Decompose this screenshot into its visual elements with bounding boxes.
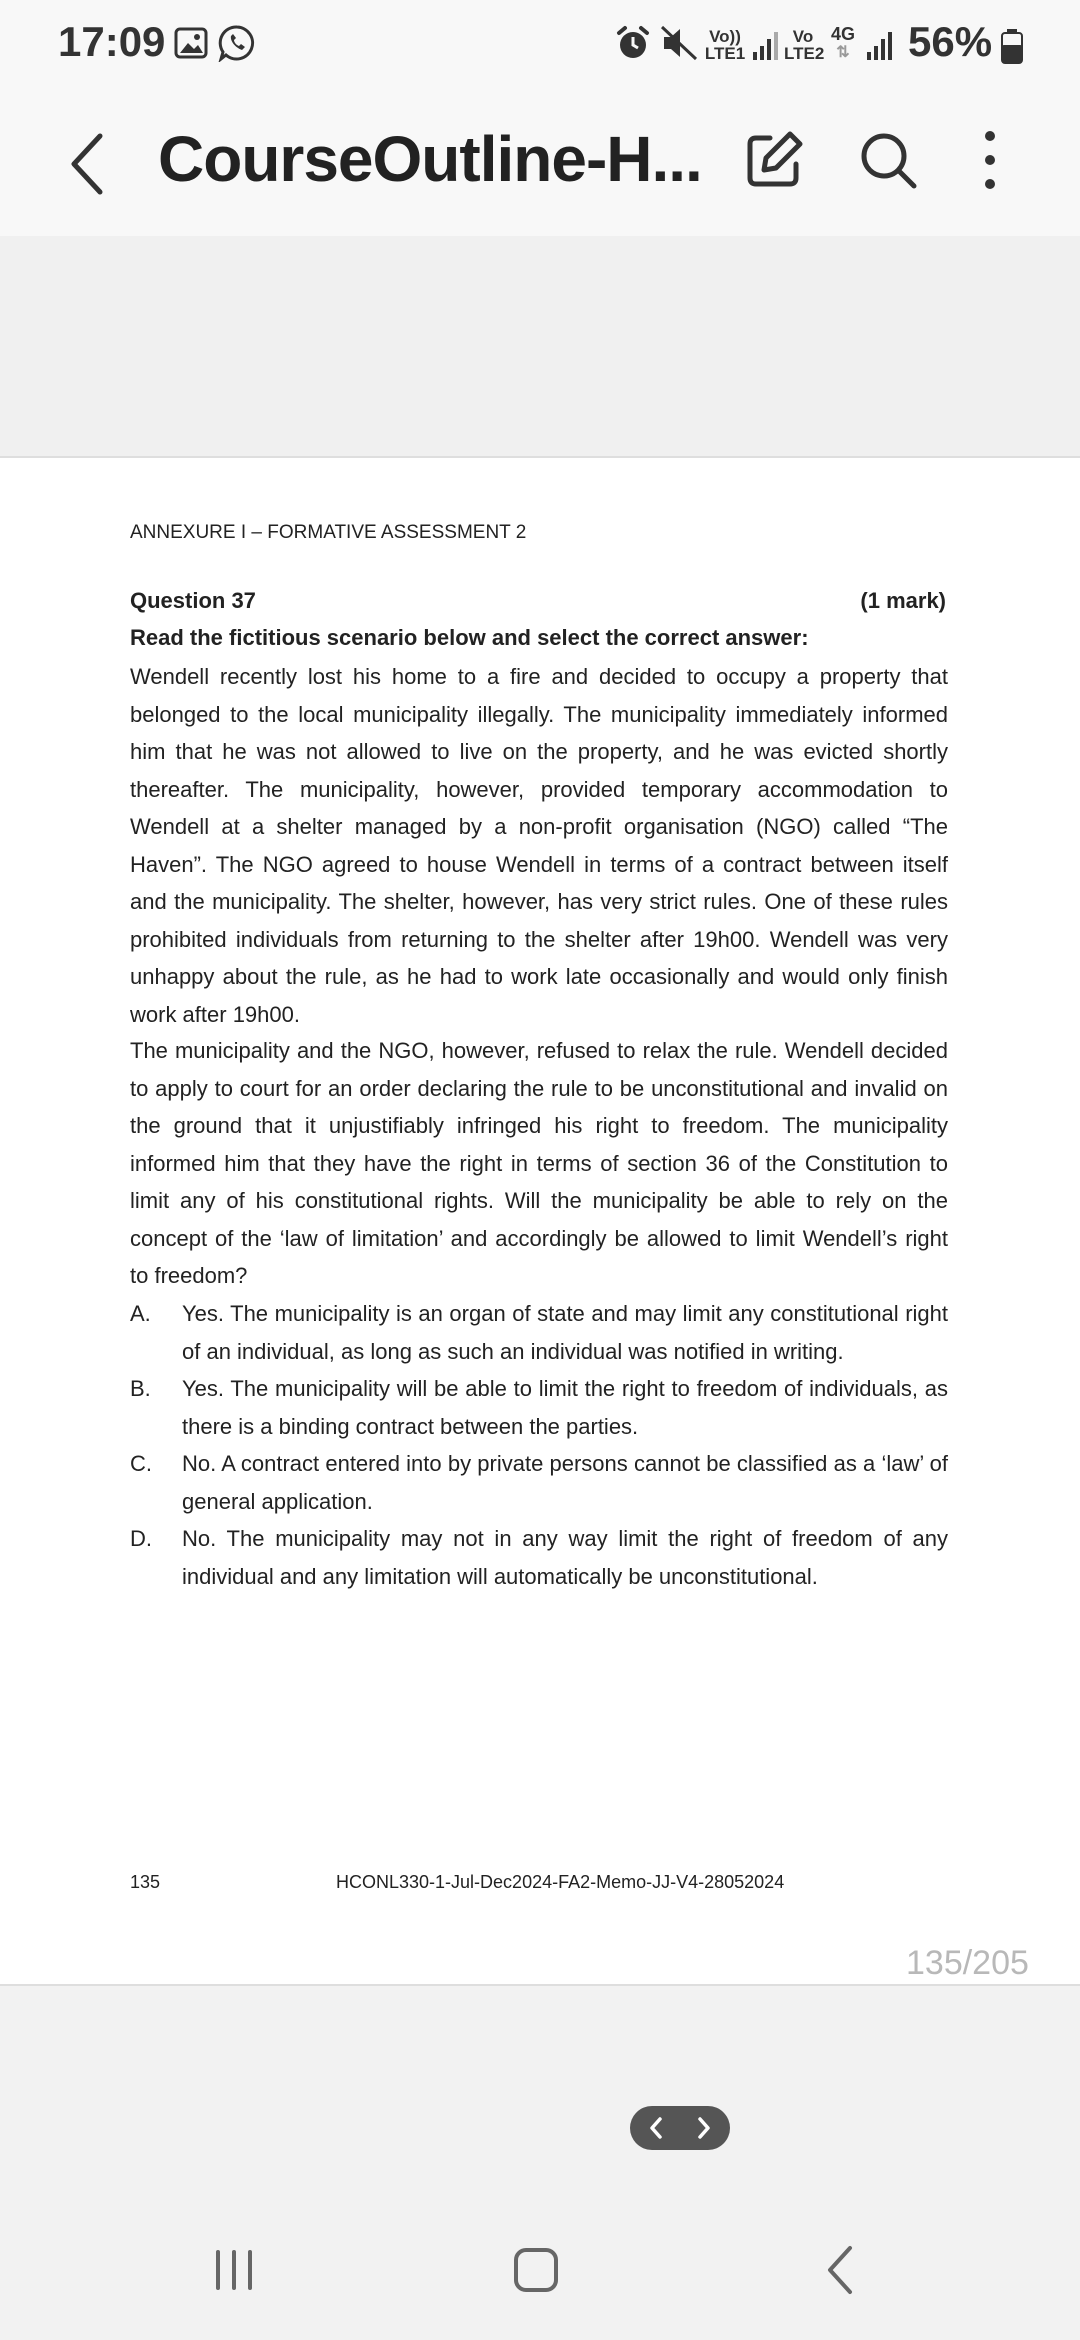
option-letter: B. (130, 1376, 151, 1401)
next-page-button[interactable] (680, 2106, 730, 2150)
option-d (130, 1520, 948, 1595)
question-mark: (1 mark) (860, 588, 946, 613)
network-type-label: 4G (830, 24, 855, 44)
back-button[interactable] (56, 124, 120, 204)
whatsapp-notification-icon (218, 24, 256, 62)
gallery-notification-icon (174, 26, 208, 60)
edit-button[interactable] (734, 120, 814, 200)
sim2-volte-label: Vo (792, 27, 814, 46)
document-page (0, 458, 1080, 1986)
system-back-button[interactable] (800, 2240, 880, 2300)
option-c (130, 1445, 948, 1520)
more-vertical-icon (950, 120, 1030, 200)
alarm-icon (614, 24, 652, 62)
option-letter: D. (130, 1526, 152, 1551)
option-a (130, 1295, 948, 1370)
option-letter: C. (130, 1451, 152, 1476)
sim2-label (784, 27, 825, 63)
signal-sim1-icon (752, 30, 778, 60)
scenario-paragraph-2: The municipality and the NGO, however, refused to relax the rule. Wendell decided to apply to court for an order declaring the rule to be unconstitutional and invalid on the ground that it unjustifiably infringed his right to freedom. The municipality informed him that they have the right in terms of section 36 of the Constitution to limit any of his constitutional rights. Will the municipality be able to rely on the concept of the ‘law of limitation’ and accordingly be allowed to limit Wendell’s right to freedom? (130, 1038, 948, 1288)
data-arrows-icon: ⇅ (836, 44, 850, 61)
previous-page-button[interactable] (630, 2106, 680, 2150)
sim1-lte-label: LTE1 (704, 44, 746, 63)
sim1-volte-label: Vo)) (709, 27, 741, 46)
recent-apps-icon (194, 2240, 274, 2300)
back-arrow-icon (800, 2240, 880, 2300)
chevron-left-icon (56, 124, 120, 204)
scenario-paragraph-1: Wendell recently lost his home to a fire and decided to occupy a property that belonged to the local municipality illegally. The municipality immediately informed him that he was not allowed to live on the property, and he was evicted shortly thereafter. The municipality, however, provided temporary accommodation to Wendell at a shelter managed by a non-profit organisation (NGO) called “The Haven”. The NGO agreed to house Wendell in terms of a contract between itself and the municipality. The shelter, however, has very strict rules. One of these rules prohibited individuals from returning to the shelter after 19h00. Wendell was very unhappy about the rule, as he had to work late occasionally and would only finish work after 19h00. (130, 664, 948, 1027)
footer-document-code: HCONL330-1-Jul-Dec2024-FA2-Memo-JJ-V4-28052024 (336, 1872, 785, 1892)
answer-options (130, 1295, 948, 1595)
home-button[interactable] (496, 2240, 576, 2300)
option-text: No. A contract entered into by private persons cannot be classified as a ‘law’ of general application. (182, 1451, 948, 1514)
search-icon (848, 120, 928, 200)
battery-percentage: 56% (908, 18, 993, 65)
app-bar (0, 90, 1080, 236)
option-text: Yes. The municipality is an organ of state and may limit any constitutional right of an individual, as long as such an individual was notified in writing. (182, 1301, 948, 1364)
signal-sim2-icon (866, 30, 892, 60)
option-text: No. The municipality may not in any way limit the right of freedom of any individual and any limitation will automatically be unconstitutional. (182, 1526, 948, 1589)
chevron-left-icon (630, 2106, 680, 2150)
previous-page-area (0, 236, 1080, 458)
status-bar (0, 0, 1080, 90)
sim1-label (704, 28, 746, 62)
document-title: CourseOutline-H... (158, 123, 702, 195)
option-b (130, 1370, 948, 1445)
chevron-right-icon (680, 2106, 730, 2150)
recent-apps-button[interactable] (194, 2240, 274, 2300)
page-navigation-pill (630, 2106, 730, 2150)
page-indicator: 135/205 (906, 1944, 1029, 1982)
footer-page-number: 135 (130, 1872, 161, 1892)
edit-icon (734, 120, 814, 200)
search-button[interactable] (848, 120, 928, 200)
mute-icon (660, 24, 700, 62)
status-time: 17:09 (58, 18, 166, 65)
battery-icon (1000, 28, 1024, 64)
network-type (828, 26, 858, 61)
question-instruction: Read the fictitious scenario below and select the correct answer: (130, 625, 809, 650)
question-title: Question 37 (130, 588, 256, 613)
home-icon (496, 2240, 576, 2300)
annexure-heading: ANNEXURE I – FORMATIVE ASSESSMENT 2 (130, 522, 527, 543)
option-text: Yes. The municipality will be able to limit the right to freedom of individuals, as there is a binding contract between the parties. (182, 1376, 948, 1439)
option-letter: A. (130, 1301, 151, 1326)
more-options-button[interactable] (950, 120, 1030, 200)
sim2-lte-label: LTE2 (784, 44, 825, 63)
